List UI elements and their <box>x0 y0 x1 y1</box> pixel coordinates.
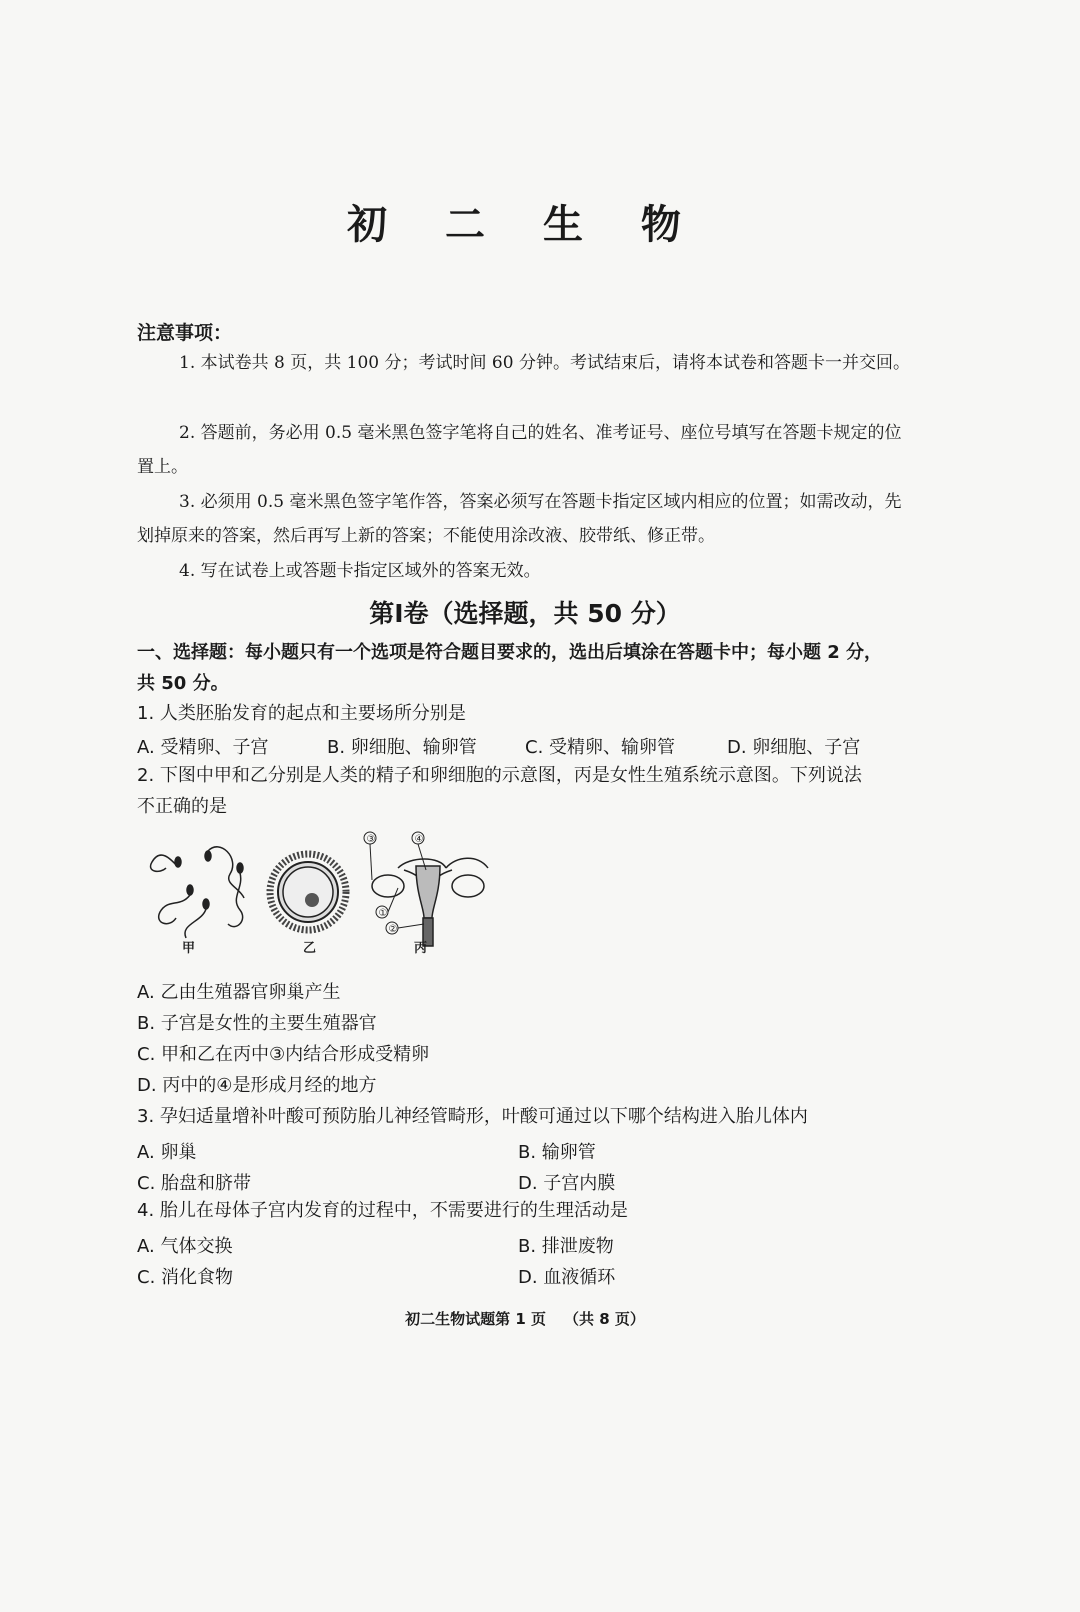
notice-item-4: 4. 写在试卷上或答题卡指定区域外的答案无效。 <box>179 561 541 581</box>
footer-page-number: 初二生物试题第 1 页 <box>405 1310 546 1328</box>
notice-item-1: 1. 本试卷共 8 页，共 100 分；考试时间 60 分钟。考试结束后，请将本试卷和答题卡一并交回。 <box>179 353 910 373</box>
q2-option-b: B. 子宫是女性的主要生殖器官 <box>137 1013 377 1034</box>
marker-4: ④ <box>414 834 424 845</box>
q4-option-c: C. 消化食物 <box>137 1267 234 1288</box>
figure-label-jia: 甲 <box>182 941 196 956</box>
q3-option-b: B. 输卵管 <box>518 1142 596 1163</box>
q3-option-c: C. 胎盘和脐带 <box>137 1173 252 1194</box>
section-title: 第Ⅰ卷（选择题，共 50 分） <box>369 599 681 628</box>
sperm-illustration <box>151 847 244 938</box>
notice-item-3: 3. 必须用 0.5 毫米黑色签字笔作答，答案必须写在答题卡指定区域内相应的位置；如需改动，先划掉原来的答案，然后再写上新的答案；不能使用涂改液、胶带纸、修正带。 <box>137 492 902 546</box>
q4-stem: 4. 胎儿在母体子宫内发育的过程中，不需要进行的生理活动是 <box>137 1200 628 1221</box>
footer-total-pages: （共 8 页） <box>564 1310 645 1328</box>
q4-option-a: A. 气体交换 <box>137 1236 233 1257</box>
q3-option-d: D. 子宫内膜 <box>518 1173 616 1194</box>
marker-2: ② <box>388 924 398 935</box>
q3-stem: 3. 孕妇适量增补叶酸可预防胎儿神经管畸形，叶酸可通过以下哪个结构进入胎儿体内 <box>137 1106 808 1127</box>
reproductive-diagram <box>140 828 500 958</box>
instructions-line-1: 一、选择题：每小题只有一个选项是符合题目要求的，选出后填涂在答题卡中；每小题 2 分， <box>137 642 883 663</box>
figure-label-bing: 丙 <box>414 941 428 956</box>
notice-heading: 注意事项： <box>137 322 233 344</box>
q1-option-d: D. 卵细胞、子宫 <box>727 737 861 758</box>
q3-option-a: A. 卵巢 <box>137 1142 197 1163</box>
figure-label-yi: 乙 <box>303 941 317 956</box>
q1-stem: 1. 人类胚胎发育的起点和主要场所分别是 <box>137 703 466 724</box>
q1-option-c: C. 受精卵、输卵管 <box>525 737 676 758</box>
q2-option-d: D. 丙中的④是形成月经的地方 <box>137 1075 377 1096</box>
marker-1: ① <box>378 908 388 919</box>
q1-option-a: A. 受精卵、子宫 <box>137 737 269 758</box>
q4-option-d: D. 血液循环 <box>518 1267 616 1288</box>
page-footer <box>0 1308 1050 1329</box>
q2-stem-line-2: 不正确的是 <box>137 796 227 817</box>
instructions-line-2: 共 50 分。 <box>137 673 229 694</box>
q2-option-c: C. 甲和乙在丙中③内结合形成受精卵 <box>137 1044 430 1065</box>
q1-option-b: B. 卵细胞、输卵管 <box>327 737 477 758</box>
marker-3: ③ <box>366 834 376 845</box>
notice-item-2: 2. 答题前，务必用 0.5 毫米黑色签字笔将自己的姓名、准考证号、座位号填写在答题卡规定的位置上。 <box>137 423 902 477</box>
page-title: 初 二 生 物 <box>347 202 703 248</box>
egg-cell-illustration <box>270 854 346 930</box>
q4-option-b: B. 排泄废物 <box>518 1236 614 1257</box>
q2-option-a: A. 乙由生殖器官卵巢产生 <box>137 982 341 1003</box>
q2-figure <box>140 828 500 958</box>
q2-stem-line-1: 2. 下图中甲和乙分别是人类的精子和卵细胞的示意图，丙是女性生殖系统示意图。下列说法 <box>137 765 862 786</box>
